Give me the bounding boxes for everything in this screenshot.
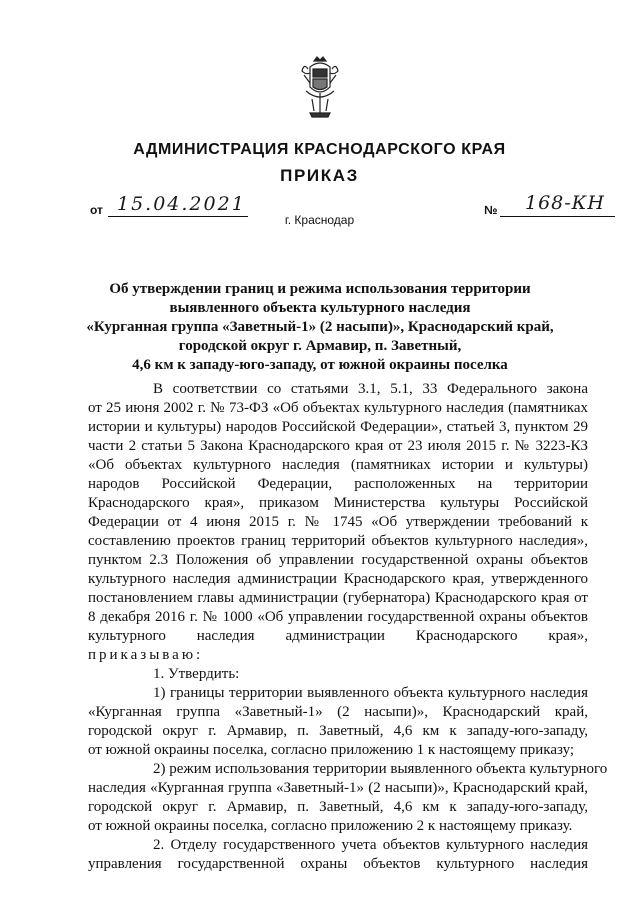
body-line: составлению проектов границ территорий объектов культурного наследия», [88, 533, 588, 549]
document-body [88, 380, 608, 874]
body-line: городской округ г. Армавир, п. Заветный, 4,6 км к западу-юго-западу, [88, 723, 588, 739]
number-underline [500, 216, 615, 217]
body-line: культурного наследия администрации Краснодарского края, утвержденного [88, 571, 588, 587]
body-line: пунктом 2.3 Положения об управлении государственной охраны объектов [88, 552, 588, 568]
heading-line: 4,6 км к западу-юго-западу, от южной окраины поселка [132, 357, 508, 373]
document-heading [80, 280, 560, 375]
body-line: приказываю: [88, 647, 204, 663]
body-line: 2) режим использования территории выявленного объекта культурного [153, 761, 608, 777]
body-line: культурного наследия администрации Краснодарского края», [88, 628, 588, 644]
organization-title: АДМИНИСТРАЦИЯ КРАСНОДАРСКОГО КРАЯ [133, 141, 506, 158]
body-line: наследия «Курганная группа «Заветный-1» (2 насыпи)», Краснодарский край, [88, 780, 588, 796]
body-line: 1. Утвердить: [153, 666, 240, 682]
body-line: 8 декабря 2016 г. № 1000 «Об управлении государственной охраны объектов [88, 609, 588, 625]
body-line: истории и культуры) народов Российской Федерации», статьей 3, пунктом 29 [88, 419, 588, 435]
body-line: В соответствии со статьями 3.1, 5.1, 33 Федерального закона [153, 381, 588, 397]
body-line: управления государственной охраны объектов культурного наследия [88, 856, 588, 872]
heading-line: выявленного объекта культурного наследия [169, 300, 471, 316]
heading-line: Об утверждении границ и режима использования территории [109, 281, 531, 297]
body-line: «Курганная группа «Заветный-1» (2 насыпи)», Краснодарский край, [88, 704, 588, 720]
body-line: постановлением главы администрации (губернатора) Краснодарского края от [88, 590, 588, 606]
body-line: 1) границы территории выявленного объекта культурного наследия [153, 685, 588, 701]
order-number: 168-КН [525, 192, 605, 214]
body-line: от южной окраины поселка, согласно приложению 2 к настоящему приказу. [88, 818, 573, 834]
body-line: от южной окраины поселка, согласно приложению 1 к настоящему приказу; [88, 742, 575, 758]
heading-line: «Курганная группа «Заветный-1» (2 насыпи)», Краснодарский край, [86, 319, 554, 335]
body-line: части 2 статьи 5 Закона Краснодарского края от 23 июля 2015 г. № 3223-КЗ [88, 438, 588, 454]
body-line: «Об объектах культурного наследия (памятниках истории и культуры) [88, 457, 588, 473]
body-line: Федерации от 4 июня 2015 г. № 1745 «Об утверждении требований к [88, 514, 588, 530]
order-date: 15.04.2021 [117, 193, 246, 215]
coat-of-arms-icon [300, 55, 340, 119]
date-prefix: от [90, 203, 103, 217]
body-line: от 25 июня 2002 г. № 73-ФЗ «Об объектах культурного наследия (памятниках [88, 400, 588, 416]
heading-line: городской округ г. Армавир, п. Заветный, [178, 338, 462, 354]
number-prefix: № [484, 203, 498, 217]
body-line: 2. Отделу государственного учета объектов культурного наследия [153, 837, 588, 853]
body-line: Краснодарского края», приказом Министерства культуры Российской [88, 495, 588, 511]
city: г. Краснодар [284, 213, 355, 227]
body-line: городской округ г. Армавир, п. Заветный, 4,6 км к западу-юго-западу, [88, 799, 588, 815]
document-type: ПРИКАЗ [280, 166, 359, 185]
body-line: народов Российской Федерации, расположенных на территории [88, 476, 588, 492]
